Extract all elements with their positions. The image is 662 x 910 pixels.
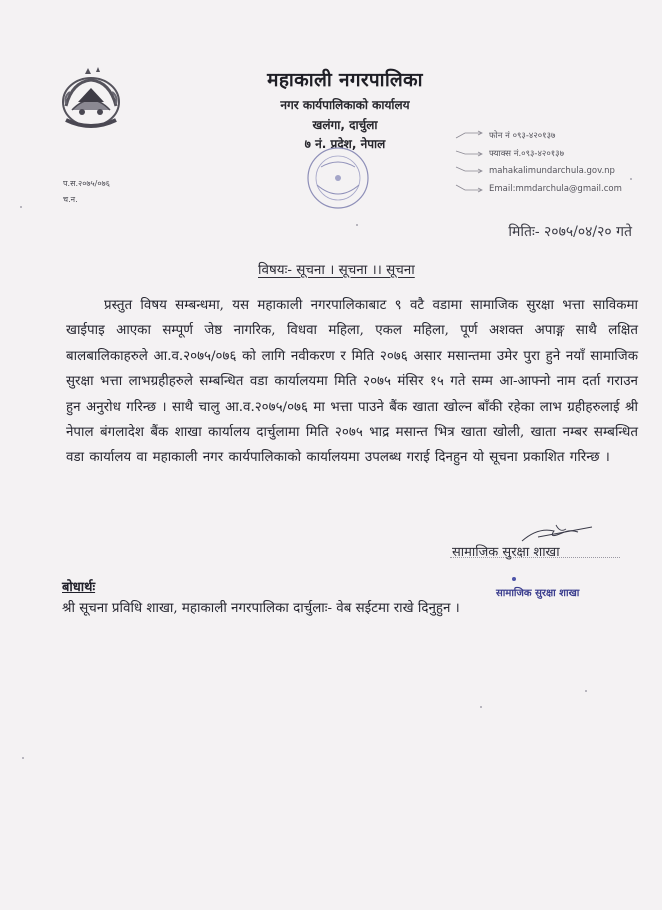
arrow-icon — [455, 130, 483, 140]
letter-number: प.स.२०७५/०७६ — [63, 179, 110, 188]
section-name: सामाजिक सुरक्षा शाखा — [452, 545, 560, 560]
office-round-stamp — [303, 145, 373, 211]
contact-phone — [455, 126, 655, 144]
cc-heading: बोधार्थः — [62, 580, 96, 595]
scan-speck — [630, 178, 632, 180]
scan-speck — [22, 757, 24, 759]
nepal-emblem-icon — [52, 62, 130, 134]
subject-line: विषयः- सूचना । सूचना ।। सूचना — [258, 262, 415, 278]
web-text: mahakalimundarchula.gov.np — [489, 166, 615, 176]
contact-web — [455, 162, 655, 180]
office-address: ७ नं. प्रदेश, नेपाल — [304, 137, 386, 151]
arrow-icon — [455, 148, 483, 158]
dispatch-number: च.न. — [63, 195, 78, 204]
fax-text: फ्याक्स नं.०९३-४२०१३७ — [489, 148, 565, 159]
office-place: खलंगा, दार्चुला — [312, 118, 378, 132]
stamp-mark — [512, 577, 516, 581]
arrow-icon — [455, 184, 483, 194]
arrow-icon — [455, 166, 483, 176]
cc-recipient: श्री सूचना प्रविधि शाखा, महाकाली नगरपालिका दार्चुलाः- वेब सईटमा राखे दिनुहुन । — [62, 601, 460, 616]
org-name: महाकाली नगरपालिका — [267, 69, 423, 91]
scan-speck — [585, 690, 587, 692]
scan-speck — [356, 224, 358, 226]
office-name: नगर कार्यपालिकाको कार्यालय — [280, 98, 410, 112]
email-text: Email:mmdarchula@gmail.com — [489, 184, 622, 194]
contact-block — [455, 126, 655, 198]
scan-speck — [480, 706, 482, 708]
signature-divider — [450, 557, 620, 558]
phone-text: फोन नं ०९३-४२०१३७ — [489, 130, 556, 141]
scan-speck — [20, 206, 22, 208]
contact-email — [455, 180, 655, 198]
section-stamp: सामाजिक सुरक्षा शाखा — [496, 588, 580, 599]
contact-fax — [455, 144, 655, 162]
notice-body: प्रस्तुत विषय सम्बन्धमा, यस महाकाली नगरपालिकाबाट ९ वटै वडामा सामाजिक सुरक्षा भत्ता साविकमा खाईपाइ आएका सम्पूर्ण जेष्ठ नागरिक, विधवा महिला, एकल महिला, पूर्ण अशक्त अपाङ्ग साथै लक्षित बालबालिकाहरुले आ.व.२०७५/०७६ को लागि नवीकरण र मिति २०७६ असार मसान्तमा उमेर पुरा हुने नयाँ सामाजिक सुरक्षा भत्ता लाभग्रहीहरुले सम्बन्धित वडा कार्यालयमा मिति २०७५ मंसिर १५ गते सम्म आ-आफ्नो नाम दर्ता गराउन हुन अनुरोध गरिन्छ । साथै चालु आ.व.२०७५/०७६ मा भत्ता पाउने बैंक खाता खोल्न बाँकी रहेका लाभ ग्रहीहरुलाई श्री नेपाल बंगलादेश बैंक शाखा कार्यालय दार्चुलामा मिति २०७५ भाद्र मसान्त भित्र खाता खोली, खाता नम्बर सम्बन्धित वडा कार्यालय वा महाकाली नगर कार्यपालिकाको कार्यालयमा उपलब्ध गराई दिनहुन यो सूचना प्रकाशित गरिन्छ । — [66, 298, 638, 466]
letter-date: मितिः- २०७५/०४/२० गते — [508, 224, 632, 240]
